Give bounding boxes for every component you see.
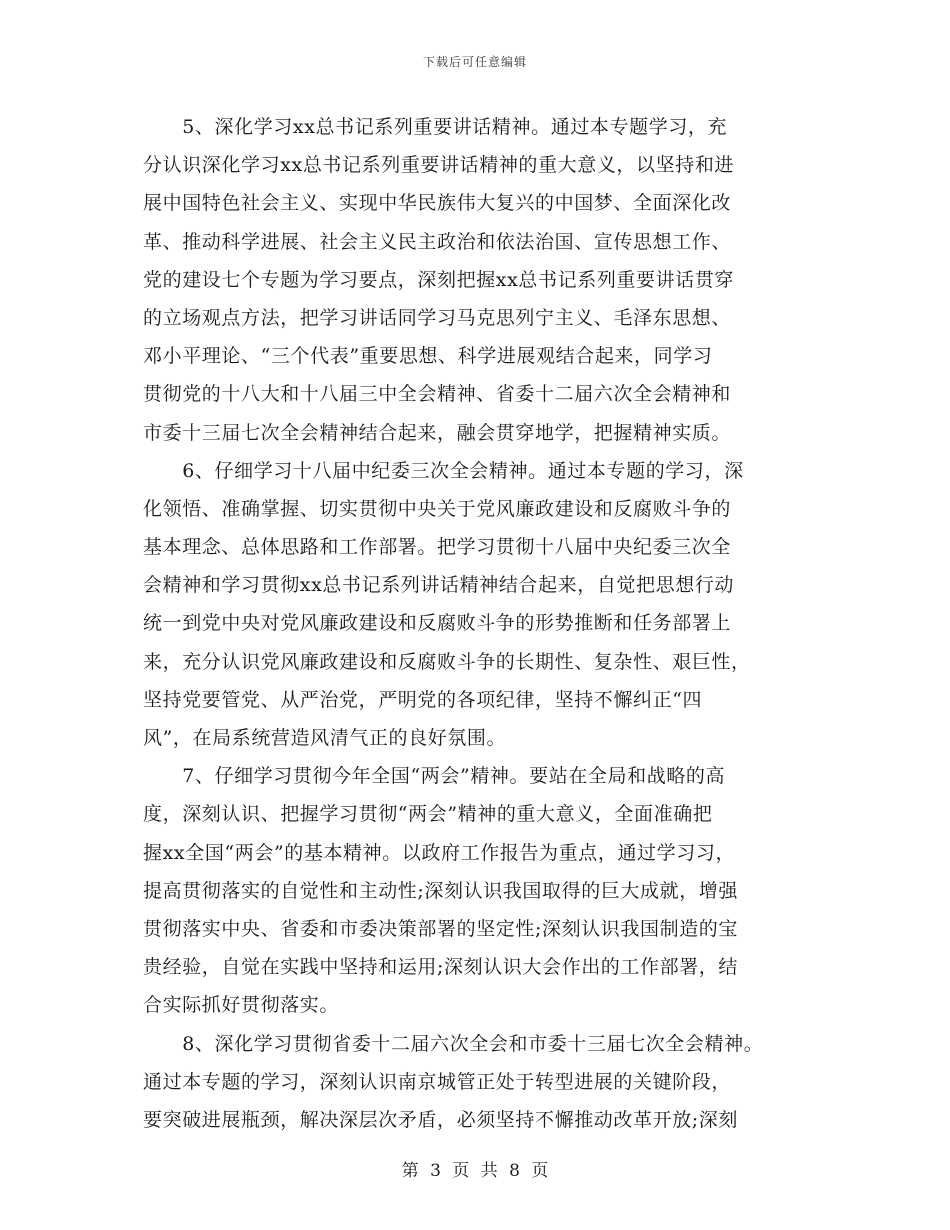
- text-line: 度，深刻认识、把握学习贯彻“两会”精神的重大意义，全面准确把: [143, 803, 713, 826]
- text-line: 贯彻落实中央、省委和市委决策部署的坚定性;深刻认识我国制造的宝: [143, 917, 739, 940]
- text-line: 6、仔细学习十八届中纪委三次全会精神。通过本专题的学习，深: [143, 459, 744, 482]
- text-line: 要突破进展瓶颈，解决深层次矛盾，必须坚持不懈推动改革开放;深刻: [143, 1108, 739, 1131]
- text-line: 合实际抓好贯彻落实。: [143, 994, 340, 1017]
- text-line: 革、推动科学进展、社会主义民主政治和依法治国、宣传思想工作、: [143, 230, 732, 253]
- text-line: 贯彻党的十八大和十八届三中全会精神、省委十二届六次全会精神和: [143, 383, 732, 406]
- text-line: 化领悟、准确掌握、切实贯彻中央关于党风廉政建设和反腐败斗争的: [143, 497, 732, 520]
- text-line: 提高贯彻落实的自觉性和主动性;深刻认识我国取得的巨大成就，增强: [143, 879, 739, 902]
- text-line: 市委十三届七次全会精神结合起来，融会贯穿地学，把握精神实质。: [143, 421, 732, 444]
- text-line: 握xx全国“两会”的基本精神。以政府工作报告为重点，通过学习习，: [143, 841, 736, 864]
- document-body: [143, 108, 815, 1139]
- text-line: 8、深化学习贯彻省委十二届六次全会和市委十三届七次全会精神。: [143, 1032, 764, 1055]
- page-number: 第 3 页 共 8 页: [401, 1161, 549, 1181]
- text-line: 基本理念、总体思路和工作部署。把学习贯彻十八届中央纪委三次全: [143, 536, 732, 559]
- text-line: 坚持党要管党、从严治党，严明党的各项纪律，坚持不懈纠正“四: [143, 688, 703, 711]
- text-line: 邓小平理论、“三个代表”重要思想、科学进展观结合起来，同学习: [143, 345, 713, 368]
- text-line: 贵经验，自觉在实践中坚持和运用;深刻认识大会作出的工作部署，结: [143, 956, 739, 979]
- text-line: 会精神和学习贯彻xx总书记系列讲话精神结合起来，自觉把思想行动: [143, 574, 735, 597]
- page-header: 下载后可任意编辑: [422, 55, 527, 69]
- text-line: 展中国特色社会主义、实现中华民族伟大复兴的中国梦、全面深化改: [143, 192, 732, 215]
- text-line: 分认识深化学习xx总书记系列重要讲话精神的重大意义，以坚持和进: [143, 154, 735, 177]
- text-line: 统一到党中央对党风廉政建设和反腐败斗争的形势推断和任务部署上: [143, 612, 732, 635]
- text-line: 来，充分认识党风廉政建设和反腐败斗争的长期性、复杂性、艰巨性，: [143, 650, 751, 673]
- text-line: 5、深化学习xx总书记系列重要讲话精神。通过本专题学习，充: [143, 116, 728, 138]
- text-line: 的立场观点方法，把学习讲话同学习马克思列宁主义、毛泽东思想、: [143, 306, 732, 329]
- text-line: 通过本专题的学习，深刻认识南京城管正处于转型进展的关键阶段，: [143, 1070, 732, 1093]
- text-line: 7、仔细学习贯彻今年全国“两会”精神。要站在全局和战略的高: [143, 765, 726, 788]
- text-line: 风”，在局系统营造风清气正的良好氛围。: [143, 727, 507, 749]
- text-line: 党的建设七个专题为学习要点，深刻把握xx总书记系列重要讲话贯穿: [143, 268, 735, 291]
